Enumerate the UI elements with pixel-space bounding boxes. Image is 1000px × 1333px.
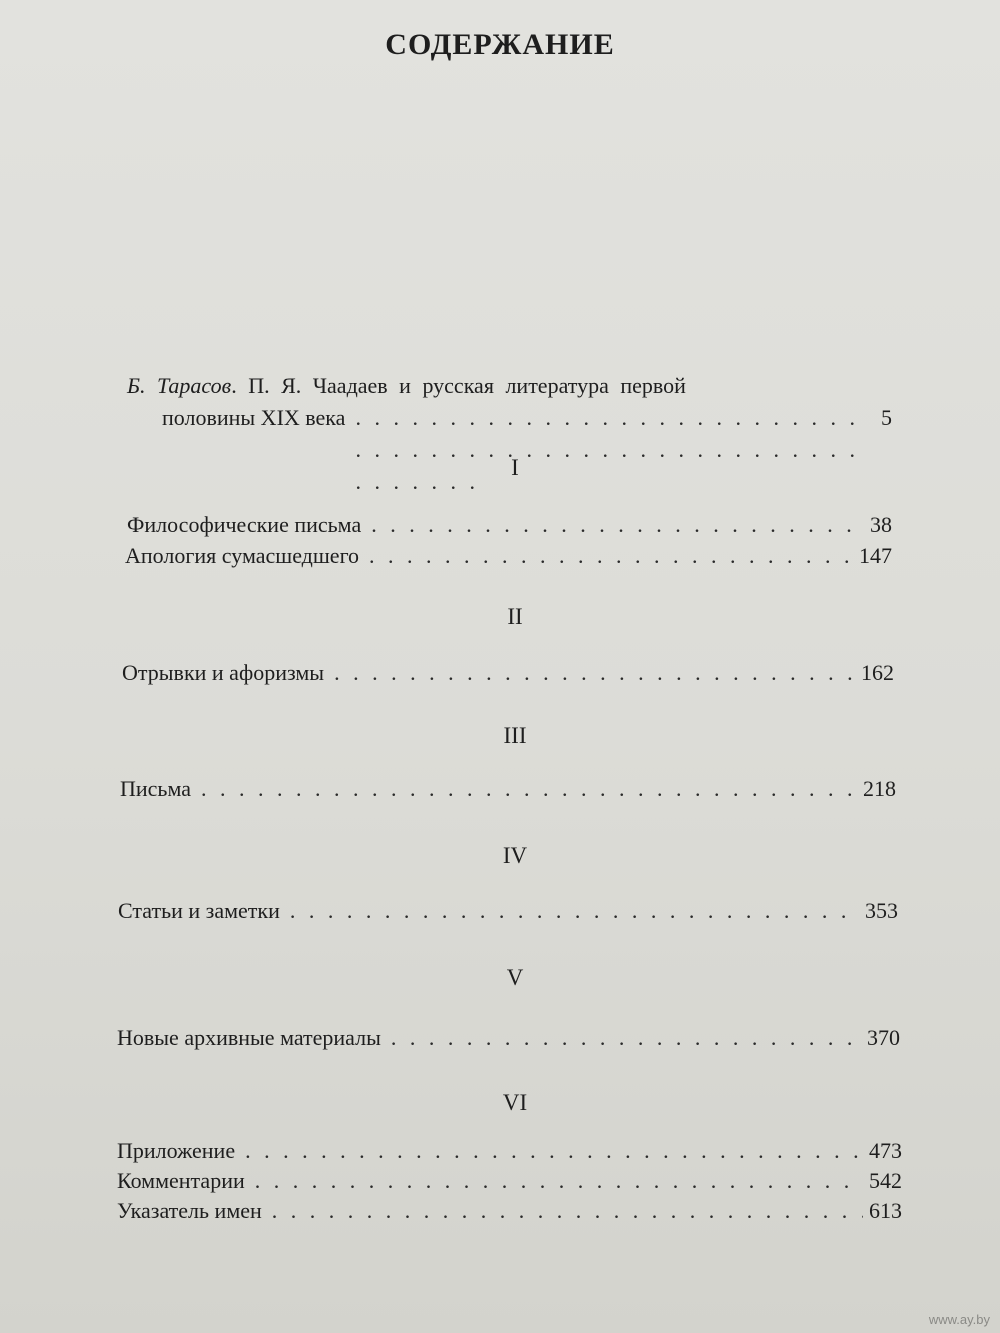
entry-title: Указатель имен [117, 1198, 262, 1223]
leader-dots [391, 1025, 861, 1051]
entry-page-number: 473 [869, 1138, 902, 1163]
intro-line-1 [127, 370, 892, 402]
entry-page-number: 353 [865, 898, 898, 923]
section-heading-2: II [507, 604, 523, 629]
entry-title: Отрывки и афоризмы [122, 660, 325, 685]
entry-title: Статьи и заметки [118, 898, 280, 923]
toc-entry [117, 1025, 900, 1057]
entry-title: Приложение [117, 1138, 236, 1163]
leader-dots [272, 1198, 863, 1224]
leader-dots [334, 660, 855, 686]
leader-dots [245, 1138, 863, 1164]
intro-title-part-2: половины XIX века [162, 405, 346, 430]
entry-title: Новые архивные материалы [117, 1025, 381, 1050]
toc-entry [122, 660, 894, 692]
toc-entry [118, 898, 898, 930]
entry-page-number: 38 [870, 512, 892, 537]
intro-line-2 [127, 402, 892, 498]
section-heading-1: I [511, 455, 519, 480]
entry-page-number: 542 [869, 1168, 902, 1193]
toc-entry [117, 1198, 902, 1230]
entry-title: Апология сумасшедшего [125, 543, 360, 568]
toc-entry [117, 1168, 902, 1200]
section-heading-4: IV [502, 843, 528, 868]
leader-dots [201, 776, 857, 802]
leader-dots [355, 402, 866, 498]
section-heading-6: VI [502, 1090, 528, 1115]
watermark: www.ay.by [928, 1312, 990, 1327]
leader-dots [371, 512, 864, 538]
intro-page-number: 5 [881, 405, 892, 430]
page-title: СОДЕРЖАНИЕ [385, 28, 615, 61]
toc-entry [127, 512, 892, 544]
toc-entry [117, 1138, 902, 1170]
toc-entry [120, 776, 896, 808]
leader-dots [290, 898, 859, 924]
entry-page-number: 613 [869, 1198, 902, 1223]
intro-author: Б. Тарасов [127, 373, 232, 398]
section-heading-3: III [503, 723, 527, 748]
toc-entry [125, 543, 892, 575]
entry-page-number: 147 [859, 543, 892, 568]
entry-title: Комментарии [117, 1168, 245, 1193]
leader-dots [255, 1168, 863, 1194]
entry-page-number: 370 [867, 1025, 900, 1050]
entry-page-number: 218 [863, 776, 896, 801]
section-heading-5: V [506, 965, 524, 990]
entry-page-number: 162 [861, 660, 894, 685]
entry-title: Письма [120, 776, 191, 801]
leader-dots [369, 543, 853, 569]
entry-title: Философические письма [127, 512, 362, 537]
intro-title-part-1: . П. Я. Чаадаев и русская литература первой [231, 373, 686, 398]
